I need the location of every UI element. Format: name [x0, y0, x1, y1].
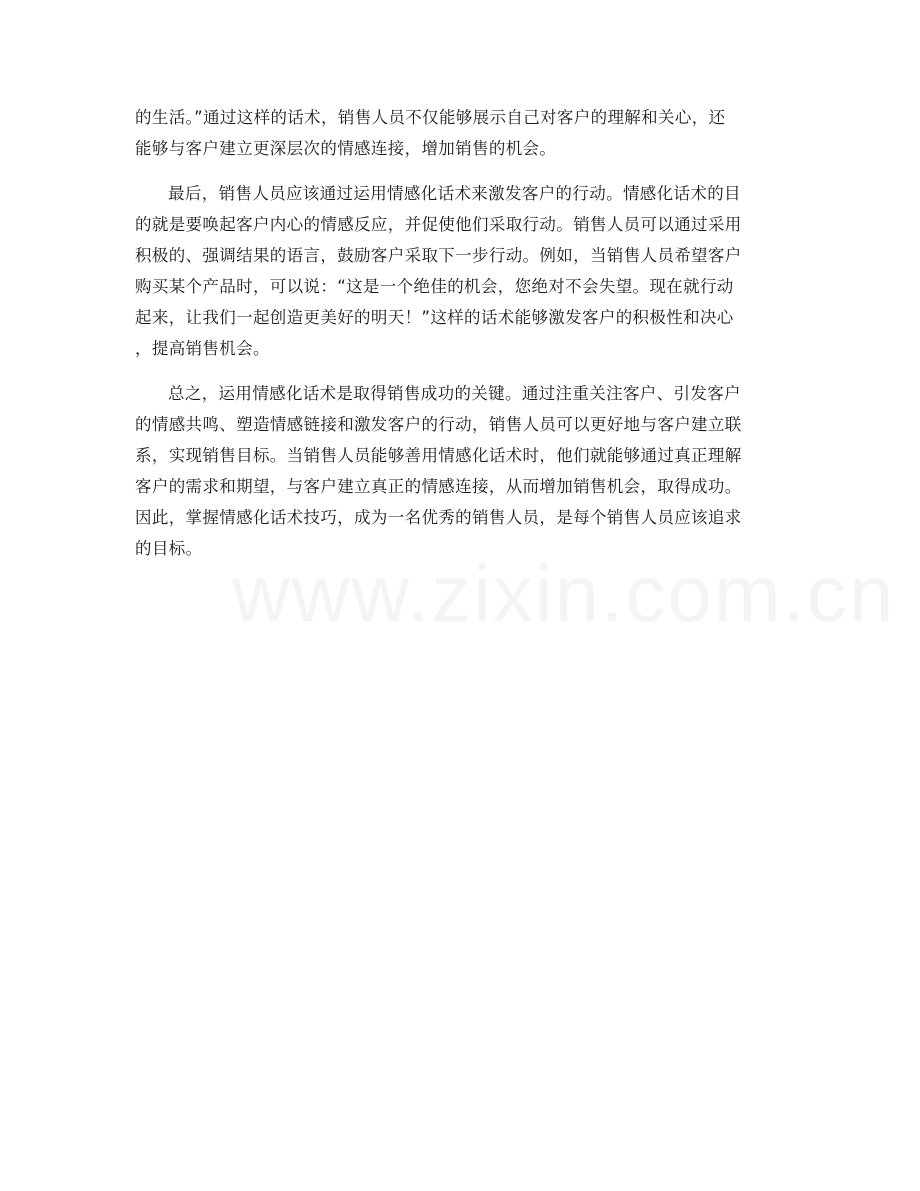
- text-line: 的就是要唤起客户内心的情感反应，并促使他们采取行动。销售人员可以通过采用: [135, 215, 742, 234]
- paragraph-2: [135, 178, 798, 364]
- text-line: 起来，让我们一起创造更美好的明天！”这样的话术能够激发客户的积极性和决心: [135, 308, 734, 327]
- text-line: 的情感共鸣、塑造情感链接和激发客户的行动，销售人员可以更好地与客户建立联: [135, 415, 742, 434]
- text-line: 总之，运用情感化话术是取得销售成功的关键。通过注重关注客户、引发客户: [168, 384, 741, 403]
- text-line: 的目标。: [135, 539, 203, 558]
- text-line: 客户的需求和期望，与客户建立真正的情感连接，从而增加销售机会，取得成功。: [135, 477, 742, 496]
- text-line: 系，实现销售目标。当销售人员能够善用情感化话术时，他们就能够通过真正理解: [135, 446, 742, 465]
- text-line: 能够与客户建立更深层次的情感连接，增加销售的机会。: [135, 139, 557, 158]
- paragraph-3: [135, 378, 798, 564]
- text-line: ，提高销售机会。: [135, 339, 270, 358]
- text-line: 最后，销售人员应该通过运用情感化话术来激发客户的行动。情感化话术的目: [168, 184, 741, 203]
- document-body: [135, 102, 798, 564]
- paragraph-1: [135, 102, 798, 164]
- text-line: 购买某个产品时，可以说：“这是一个绝佳的机会，您绝对不会失望。现在就行动: [135, 277, 734, 296]
- text-line: 积极的、强调结果的语言，鼓励客户采取下一步行动。例如，当销售人员希望客户: [135, 246, 742, 265]
- text-line: 的生活。”通过这样的话术，销售人员不仅能够展示自己对客户的理解和关心，还: [135, 108, 726, 127]
- text-line: 因此，掌握情感化话术技巧，成为一名优秀的销售人员，是每个销售人员应该追求: [135, 508, 742, 527]
